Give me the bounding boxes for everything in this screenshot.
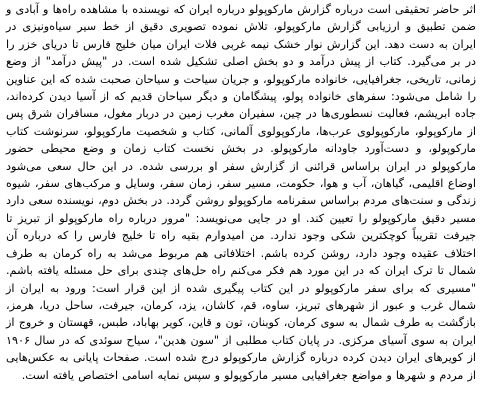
body-paragraph: اثر حاضر تحقیقی است درباره گزارش مارکوپولو درباره ایران که نویسنده با مشاهده راه‌ها و آبادی و ضمن تطبیق و ارزیابی گزارش مارکوپولو، تلاش نموده تصویری دقیق از خط سیر سیاه‌ونیزی در ایران به دست دهد. این گزارش نوار خشک نیمه غربی فلات ایران میان خلیج فارس تا دریای خزر را در بر می‌گیرد. کتاب از پیش درآمد و دو بخش اصلی تشکیل شده است. در "پیش درآمد" از وضع زمانی، تاریخی، جغرافیایی، خانواده مارکوپولو، و جریان سیاحت و سیاحان صحبت شده که این عناوین را شامل می‌شود: سفرهای خانواده پولو، پیشگامان و دیگر سیاحان قدیم که از آسیا دیدن کرده‌اند، جاده ابریشم، فعالیت نسطوری‌ها در چین، سفیران مغرب زمین در دربار مغول، مسافران شرق پس از مارکوپولو، مارکوپولوی عرب‌ها، مارکوپولوی آلمانی، کتاب و شخصیت مارکوپولو، سرنوشت کتاب مارکوپولو، و دست‌آورد جاودانه مارکوپولو. در بخش نخست کتاب زمان و وضع محیطی حضور مارکوپولو در ایران براساس قرائنی از گزارش سفر او بررسی شده. در این حال سعی می‌شود اوضاع اقلیمی، گیاهان، آب و هوا، حکومت، مسیر سفر، زمان سفر، وسایل و مرکب‌های سفر، شیوه زندگی و سنت‌های مردم براساس سفرنامه مارکوپولو روشن گردد. در بخش دوم، نویسنده سعی دارد مسیر دقیق مارکوپولو را تعیین کند. او در جایی می‌نویسد: "مرور درباره راه مارکوپولو از تبریز تا جیرفت تقریباً کوچکترین شکی وجود ندارد. من امیدوارم بقیه راه تا خلیج فارس را که درباره آن اختلاف عقیده وجود دارد، روشن کرده باشم. اختلافاتی هم مربوط می‌شد به راه کرمان به طرف شمال تا ترک ایران که در این مورد هم فکر می‌کنم راه حل‌های چندی برای حل مسئله یافته باشم. "مسیری که برای سفر مارکوپولو در این کتاب پیگیری شده از این قرار است: ورود به ایران از شمال غرب و عبور از شهرهای تبریز، ساوه، قم، کاشان، یزد، کرمان، جیرفت، ساحل دریا، هرمز، بازگشت به طرف شمال به سوی کرمان، کوبنان، تون و قاین، کویر بهاباد، طبس، قهستان و خروج از ایران به سوی آسیای مرکزی. در پایان کتاب مطلبی از "سون هدین"، سیاح سوئدی که در سال ۱۹۰۶ از کویرهای ایران دیدن کرده درباره گزارش مارکوپولو درج شده است. صفحات پایانی به عکس‌هایی از مردم و شهرها و مواضع جغرافیایی مسیر مارکوپولو و سپس نمایه اسامی اختصاص یافته است. xyxy=(6,3,476,382)
